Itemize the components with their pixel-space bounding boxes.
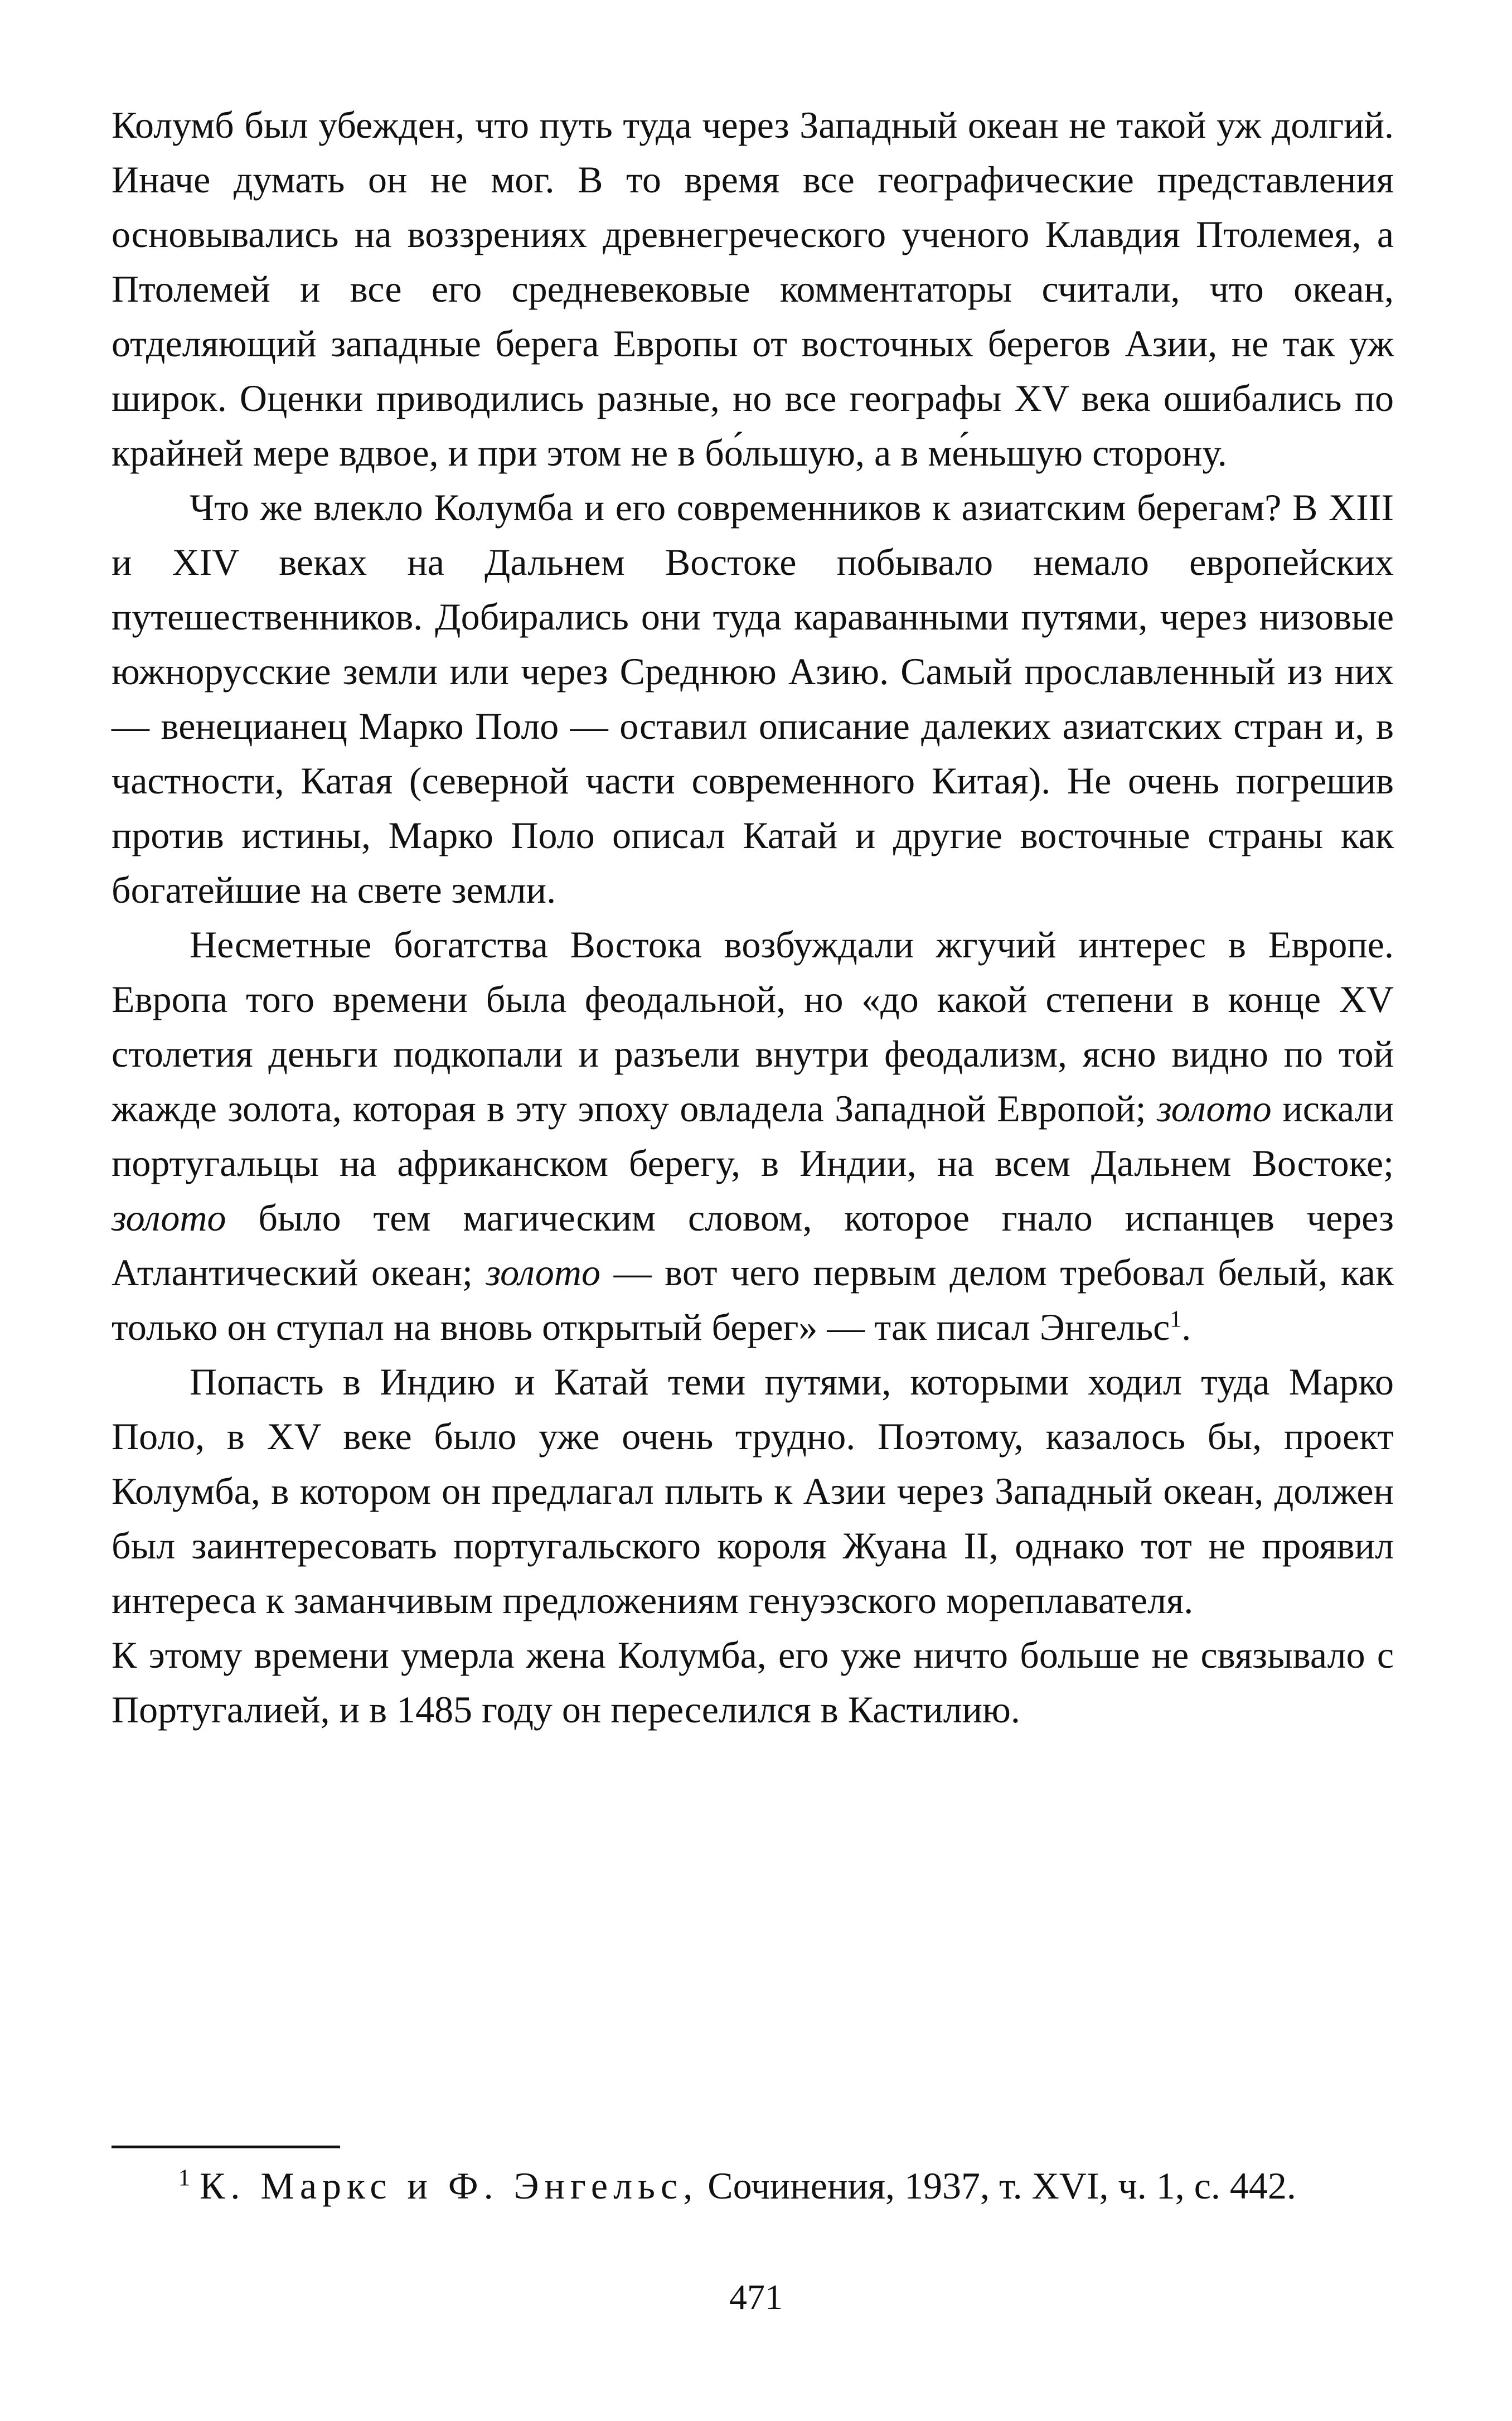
- paragraph-3-tail: .: [1181, 1306, 1191, 1348]
- footnote-divider: [112, 2146, 340, 2148]
- paragraph-3-emphasis-gold-1: золото: [1157, 1087, 1272, 1130]
- paragraph-3-seg-0: Несметные богатства Востока возбуждали жгучий интерес в Европе. Европа того времени была феодальной, но «до какой степени в конце XV столетия деньги подкопали и разъели внутри феодализм, ясно видно по той жажде золота, которая в эту эпоху овладела Западной Европой;: [112, 923, 1394, 1130]
- paragraph-2: Что же влекло Колумба и его современников к азиатским берегам? В XIII и XIV веках на Дальнем Востоке побывало немало европейских путешественников. Добирались они туда караванными путями, через низовые южнорусские земли или через Среднюю Азию. Самый прославленный из них — венецианец Марко Поло — оставил описание далеких азиатских стран и, в частности, Катая (северной части современного Китая). Не очень погрешив против истины, Марко Поло описал Катай и другие восточные страны как богатейшие на свете земли.: [112, 486, 1394, 911]
- paragraph-4: Попасть в Индию и Катай теми путями, которыми ходил туда Марко Поло, в XV веке было уже очень трудно. Поэтому, казалось бы, проект Колумба, в котором он предлагал плыть к Азии через Западный океан, должен был заинтересовать португальского короля Жуана II, однако тот не проявил интереса к заманчивым предложениям генуэзского мореплавателя.: [112, 1360, 1394, 1621]
- footnote-mark: 1: [178, 2165, 190, 2191]
- footnote-text: Сочинения, 1937, т. XVI, ч. 1, с. 442.: [698, 2165, 1296, 2207]
- footnote: [112, 2158, 1394, 2214]
- page-number: 471: [729, 2277, 783, 2317]
- paragraph-5: К этому времени умерла жена Колумба, его уже ничто больше не связывало с Португалией, и в 1485 году он переселился в Кастилию.: [112, 1634, 1394, 1731]
- paragraph-3-seg-2: искали португальцы на африканском берегу, в Индии, на всем Дальнем Востоке;: [112, 1087, 1394, 1184]
- paragraph-3-emphasis-gold-3: золото: [486, 1251, 600, 1294]
- paragraph-3-seg-6: — вот чего первым делом требовал белый, как только он ступал на вновь открытый берег» — так писал Энгельс: [112, 1251, 1394, 1348]
- page-body: [112, 98, 1394, 1737]
- paragraph-3-seg-4: было тем магическим словом, которое гнало испанцев через Атлантический океан;: [112, 1197, 1394, 1294]
- paragraph-1: Колумб был убежден, что путь туда через Западный океан не такой уж долгий. Иначе думать он не мог. В то время все географические представления основывались на воззрениях древнегреческого ученого Клавдия Птолемея, а Птолемей и все его средневековые комментаторы считали, что океан, отделяющий западные берега Европы от восточных берегов Азии, не так уж широк. Оценки приводились разные, но все географы XV века ошибались по крайней мере вдвое, и при этом не в бо́льшую, а в ме́ньшую сторону.: [112, 104, 1394, 474]
- footnote-authors: К. Маркс и Ф. Энгельс,: [200, 2165, 699, 2207]
- paragraph-3-emphasis-gold-2: золото: [112, 1197, 226, 1239]
- paragraph-3: [112, 917, 1394, 1354]
- footnote-reference[interactable]: 1: [1170, 1306, 1182, 1333]
